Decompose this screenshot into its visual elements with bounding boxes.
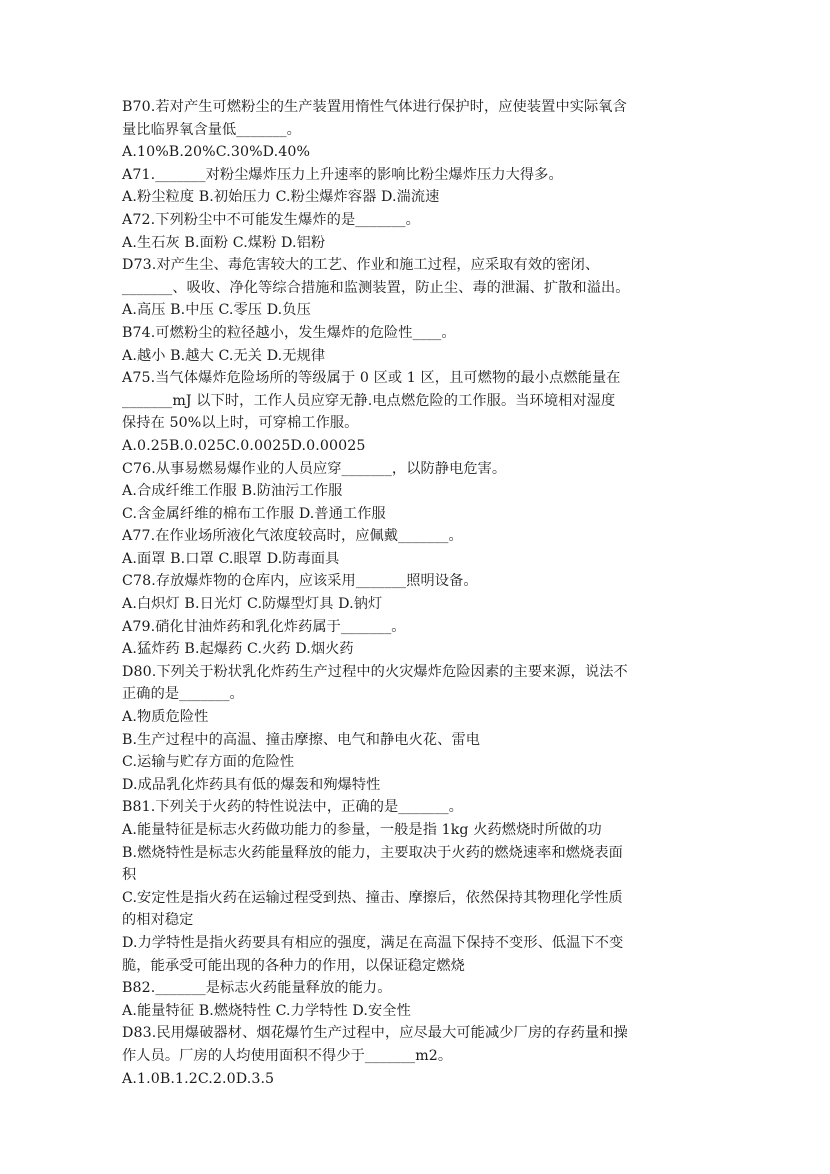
question-text-line: 作人员。厂房的人均使用面积不得少于_______m2。 (122, 1047, 453, 1064)
answer-options-line: A.粉尘粒度 B.初始压力 C.粉尘爆炸容器 D.湍流速 (122, 189, 440, 206)
question-list (122, 96, 712, 1090)
answer-option-line: B.生产过程中的高温、撞击摩擦、电气和静电火花、雷电 (122, 731, 481, 748)
answer-option-line: 的相对稳定 (122, 912, 194, 929)
question-text-line: A77.在作业场所液化气浓度较高时，应佩戴_______。 (122, 528, 463, 545)
question-text-line: B70.若对产生可燃粉尘的生产装置用惰性气体进行保护时，应使装置中实际氧含 (122, 99, 627, 115)
answer-options-line: A.生石灰 B.面粉 C.煤粉 D.铝粉 (122, 234, 326, 251)
answer-options-line: A.10%B.20%C.30%D.40% (122, 144, 311, 161)
question-text-line: A79.硝化甘油炸药和乳化炸药属于_______。 (122, 618, 406, 635)
question-text-line: B74.可燃粉尘的粒径越小，发生爆炸的危险性____。 (122, 324, 456, 341)
answer-options-line: A.面罩 B.口罩 C.眼罩 D.防毒面具 (122, 550, 340, 567)
answer-option-line: A.物质危险性 (122, 709, 209, 726)
answer-option-line: C.安定性是指火药在运输过程受到热、撞击、摩擦后，依然保持其物理化学性质 (122, 889, 623, 906)
question-text-line: C76.从事易燃易爆作业的人员应穿_______，以防静电危害。 (122, 460, 507, 477)
question-text-line: D73.对产生尘、毒危害较大的工艺、作业和施工过程，应采取有效的密闭、 (122, 257, 600, 274)
answer-options-line: A.越小 B.越大 C.无关 D.无规律 (122, 347, 326, 364)
question-text-line: A75.当气体爆炸危险场所的等级属于 0 区或 1 区，且可燃物的最小点燃能量在 (122, 370, 621, 387)
answer-options-line: C.含金属纤维的棉布工作服 D.普通工作服 (122, 505, 386, 522)
answer-option-line: C.运输与贮存方面的危险性 (122, 754, 295, 771)
question-text-line: 正确的是_______。 (122, 686, 244, 703)
question-text-line: _______、吸收、净化等综合措施和监测装置，防止尘、毒的泄漏、扩散和溢出。 (122, 279, 630, 296)
answer-option-line: A.能量特征是标志火药做功能力的参量，一般是指 1kg 火药燃烧时所做的功 (122, 822, 602, 838)
answer-options-line: A.猛炸药 B.起爆药 C.火药 D.烟火药 (122, 641, 354, 658)
answer-option-line: 积 (122, 867, 137, 884)
question-text-line: D83.民用爆破器材、烟花爆竹生产过程中，应尽最大可能减少厂房的存药量和操 (122, 1025, 628, 1042)
answer-options-line: A.能量特征 B.燃烧特性 C.力学特性 D.安全性 (122, 1002, 411, 1019)
question-text-line: D80.下列关于粉状乳化炸药生产过程中的火灾爆炸危险因素的主要来源，说法不 (122, 663, 628, 680)
question-text-line: B82._______是标志火药能量释放的能力。 (122, 980, 392, 997)
question-text-line: A71._______对粉尘爆炸压力上升速率的影响比粉尘爆炸压力大得多。 (122, 166, 563, 183)
question-text-line: 量比临界氧含量低_______。 (122, 121, 301, 138)
question-text-line: _______mJ 以下时，工作人员应穿无静.电点燃危险的工作服。当环境相对湿度 (122, 392, 616, 409)
answer-option-line: B.燃烧特性是标志火药能量释放的能力，主要取决于火药的燃烧速率和燃烧表面 (122, 844, 623, 861)
answer-options-line: A.高压 B.中压 C.零压 D.负压 (122, 302, 311, 319)
question-text-line: C78.存放爆炸物的仓库内，应该采用_______照明设备。 (122, 573, 478, 590)
answer-options-line: A.合成纤维工作服 B.防油污工作服 (122, 483, 343, 500)
answer-option-line: D.成品乳化炸药具有低的爆轰和殉爆特性 (122, 776, 381, 793)
question-text-line: B81.下列关于火药的特性说法中，正确的是_______。 (122, 799, 463, 816)
question-text-line: A72.下列粉尘中不可能发生爆炸的是_______。 (122, 211, 420, 228)
answer-option-line: D.力学特性是指火药要具有相应的强度，满足在高温下保持不变形、低温下不变 (122, 934, 624, 951)
answer-options-line: A.1.0B.1.2C.2.0D.3.5 (122, 1070, 275, 1087)
answer-options-line: A.白炽灯 B.日光灯 C.防爆型灯具 D.钠灯 (122, 596, 383, 613)
question-text-line: 保持在 50%以上时，可穿棉工作服。 (122, 415, 359, 432)
answer-option-line: 脆，能承受可能出现的各种力的作用，以保证稳定燃烧 (122, 957, 465, 974)
answer-options-line: A.0.25B.0.025C.0.0025D.0.00025 (122, 437, 366, 454)
